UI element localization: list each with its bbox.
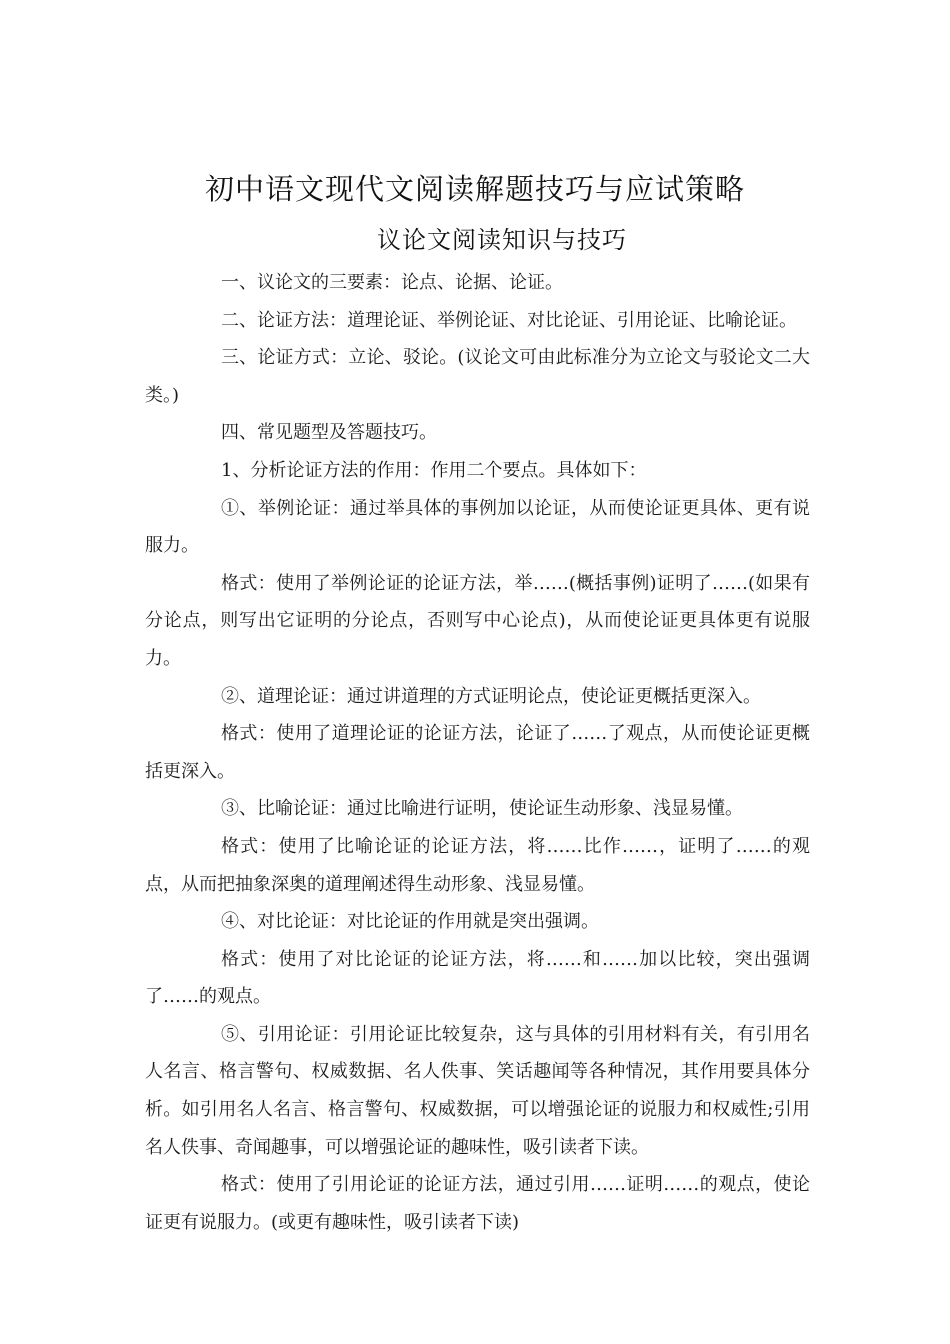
paragraph: ⑤、引用论证：引用论证比较复杂，这与具体的引用材料有关，有引用名人名言、格言警句、权威数据、名人佚事、笑话趣闻等各种情况，其作用要具体分析。如引用名人名言、格言警句、权威数据，可以增强论证的说服力和权威性;引用名人佚事、奇闻趣事，可以增强论证的趣味性，吸引读者下读。: [145, 1023, 810, 1158]
paragraph: ②、道理论证：通过讲道理的方式证明论点，使论证更概括更深入。: [221, 685, 761, 707]
paragraph: 格式：使用了比喻论证的论证方法，将……比作……，证明了……的观点，从而把抽象深奥的道理阐述得生动形象、浅显易懂。: [145, 835, 810, 895]
paragraph: 四、常见题型及答题技巧。: [221, 422, 437, 444]
paragraph: 一、议论文的三要素：论点、论据、论证。: [221, 272, 563, 293]
paragraph: ①、举例论证：通过举具体的事例加以论证，从而使论证更具体、更有说服力。: [145, 497, 810, 557]
paragraph: 格式：使用了引用论证的论证方法，通过引用……证明……的观点，使论证更有说服力。(或更有趣味性，吸引读者下读): [145, 1174, 810, 1233]
paragraph: 三、论证方式：立论、驳论。(议论文可由此标准分为立论文与驳论文二大类。): [145, 347, 810, 406]
paragraph: 二、论证方法：道理论证、举例论证、对比论证、引用论证、比喻论证。: [221, 309, 797, 331]
document-body: [145, 264, 810, 1241]
paragraph: ③、比喻论证：通过比喻进行证明，使论证生动形象、浅显易懂。: [221, 798, 743, 820]
paragraph: ④、对比论证：对比论证的作用就是突出强调。: [221, 911, 599, 933]
paragraph: 格式：使用了举例论证的论证方法，举……(概括事例)证明了……(如果有分论点，则写出它证明的分论点，否则写中心论点)，从而使论证更具体更有说服力。: [145, 572, 810, 669]
paragraph: 格式：使用了道理论证的论证方法，论证了……了观点，从而使论证更概括更深入。: [145, 723, 810, 782]
document-title: 初中语文现代文阅读解题技巧与应试策略: [204, 172, 745, 206]
document-subtitle: 议论文阅读知识与技巧: [377, 226, 627, 254]
paragraph: 1、分析论证方法的作用：作用二个要点。具体如下：: [221, 459, 647, 481]
paragraph: 格式：使用了对比论证的论证方法，将……和……加以比较，突出强调了……的观点。: [145, 948, 810, 1008]
